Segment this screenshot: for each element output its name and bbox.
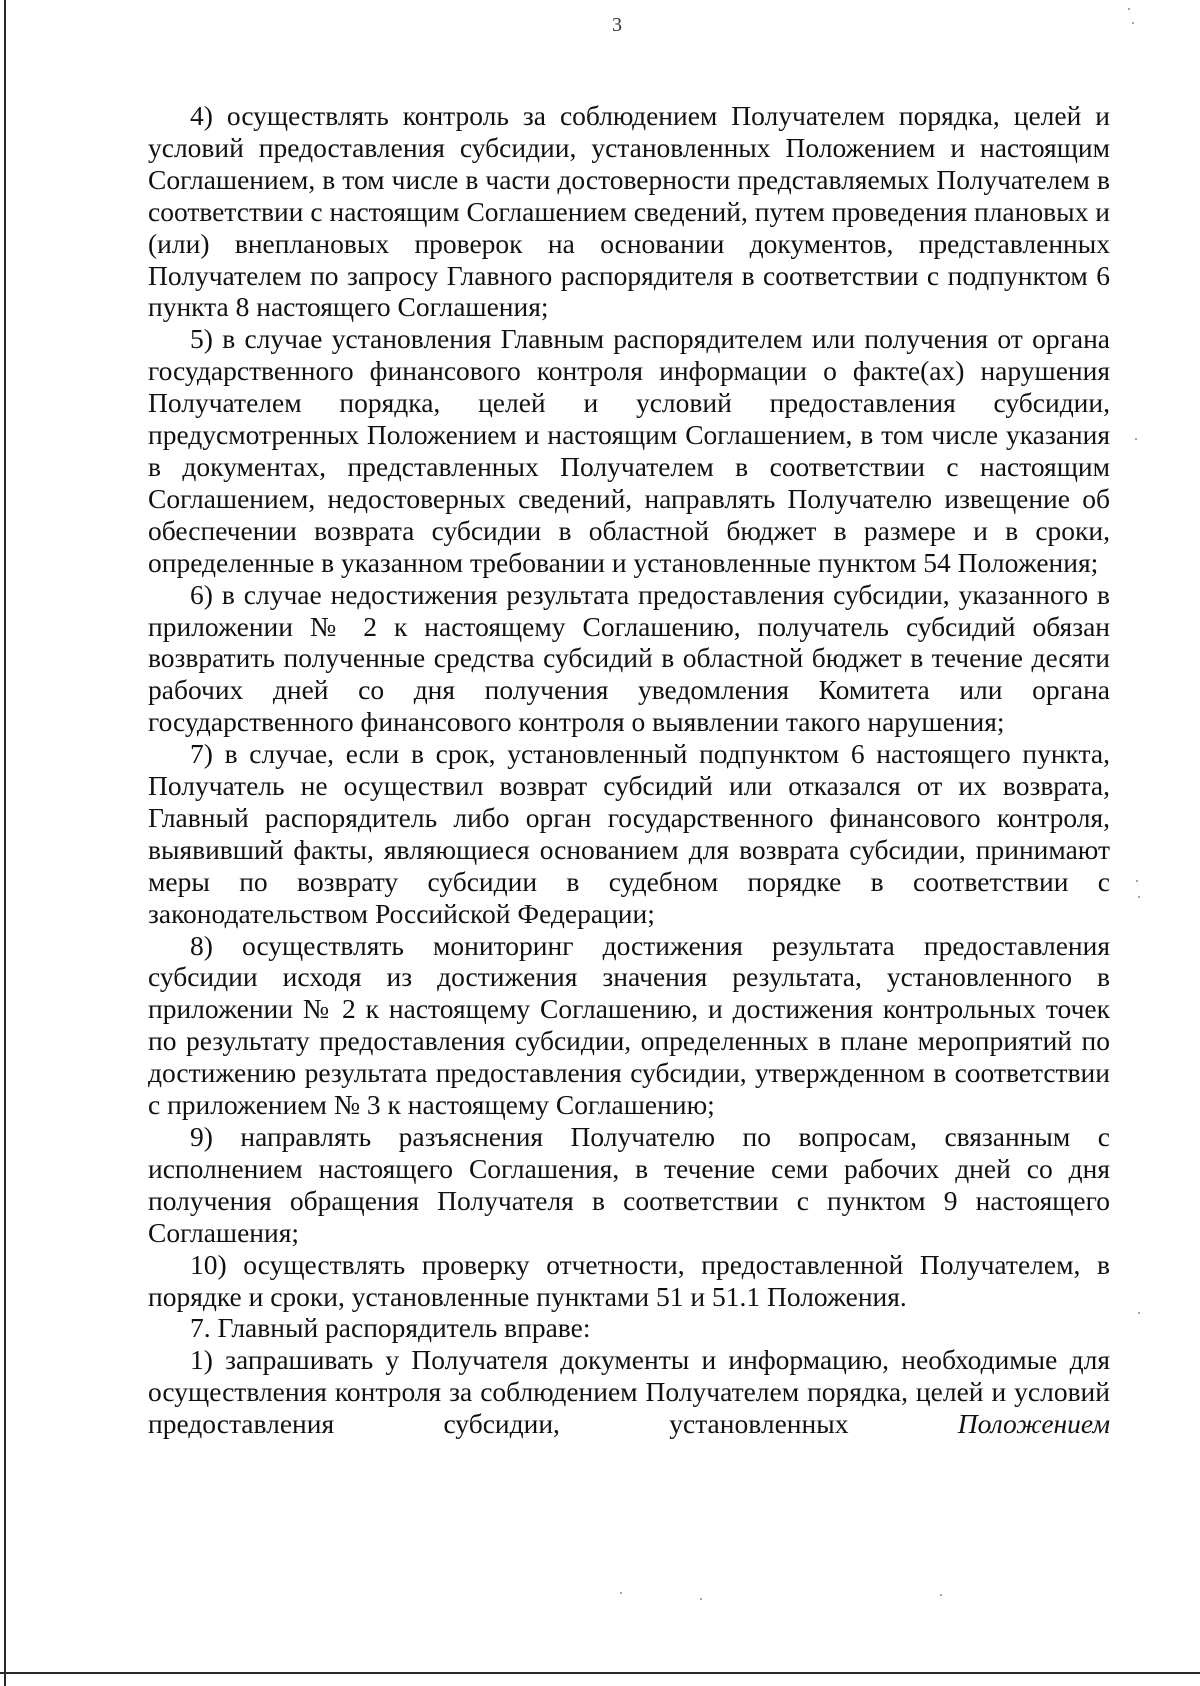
paragraph-7-item-1 <box>148 1344 1110 1440</box>
paragraph-item-8: 8) осуществлять мониторинг достижения результата предоставления субсидии исходя из достижения значения результата, установленного в приложении № 2 к настоящему Соглашению, и достижения контрольных точек по результату предоставления субсидии, определенных в плане мероприятий по достижению результата предоставления субсидии, утвержденном в соответствии с приложением № 3 к настоящему Соглашению; <box>148 929 1110 1121</box>
paragraph-item-5: 5) в случае установления Главным распорядителем или получения от органа государственного финансового контроля информации о факте(ах) нарушения Получателем порядка, целей и условий предоставления субсидии, предусмотренных Положением и настоящим Соглашением, в том числе указания в документах, представленных Получателем в соответствии с настоящим Соглашением, недостоверных сведений, направлять Получателю извещение об обеспечении возврата субсидии в областной бюджет в размере и в сроки, определенные в указанном требовании и установленные пунктом 54 Положения; <box>148 323 1110 578</box>
scan-speck <box>1138 896 1140 898</box>
scan-speck <box>1128 8 1130 10</box>
paragraph-7-item-1-text: 1) запрашивать у Получателя документы и информацию, необходимые для осуществления контроля за соблюдением Получателем порядка, целей и условий предоставления субсидии, установленных <box>148 1344 1110 1440</box>
scan-speck <box>940 1594 942 1596</box>
paragraph-item-7: 7) в случае, если в срок, установленный подпунктом 6 настоящего пункта, Получатель не осуществил возврат субсидий или отказался от их возврата, Главный распорядитель либо орган государственного финансового контроля, выявивший факты, являющиеся основанием для возврата субсидии, принимают меры по возврату субсидии в судебном порядке в соответствии с законодательством Российской Федерации; <box>148 738 1110 929</box>
paragraph-item-4: 4) осуществлять контроль за соблюдением Получателем порядка, целей и условий предоставления субсидии, установленных Положением и настоящим Соглашением, в том числе в части достоверности представляемых Получателем в соответствии с настоящим Соглашением сведений, путем проведения плановых и (или) внеплановых проверок на основании документов, представленных Получателем по запросу Главного распорядителя в соответствии с подпунктом 6 пункта 8 настоящего Соглашения; <box>148 100 1110 323</box>
scan-speck <box>1135 438 1137 440</box>
paragraph-item-6: 6) в случае недостижения результата предоставления субсидии, указанного в приложении № 2 к настоящему Соглашению, получатель субсидий обязан возвратить полученные средства субсидий в областной бюджет в течение десяти рабочих дней со дня получения уведомления Комитета или органа государственного финансового контроля о выявлении такого нарушения; <box>148 578 1110 738</box>
scan-speck <box>1132 22 1134 24</box>
paragraph-7-item-1-italic: Положением <box>957 1408 1111 1440</box>
paragraph-item-10: 10) осуществлять проверку отчетности, предоставленной Получателем, в порядке и сроки, установленные пунктами 51 и 51.1 Положения. <box>148 1248 1110 1312</box>
scan-speck <box>1136 880 1138 882</box>
scan-speck <box>700 1598 702 1600</box>
page-number: 3 <box>612 14 622 36</box>
paragraph-item-9: 9) направлять разъяснения Получателю по вопросам, связанным с исполнением настоящего Соглашения, в течение семи рабочих дней со дня получения обращения Получателя в соответствии с пунктом 9 настоящего Соглашения; <box>148 1121 1110 1248</box>
scan-speck <box>1138 1312 1140 1314</box>
section-heading-7: 7. Главный распорядитель вправе: <box>190 1312 591 1344</box>
page-bottom-edge <box>0 1672 1200 1674</box>
document-body <box>148 100 1110 1440</box>
page-left-edge <box>4 0 6 1686</box>
scan-speck <box>620 1592 622 1594</box>
